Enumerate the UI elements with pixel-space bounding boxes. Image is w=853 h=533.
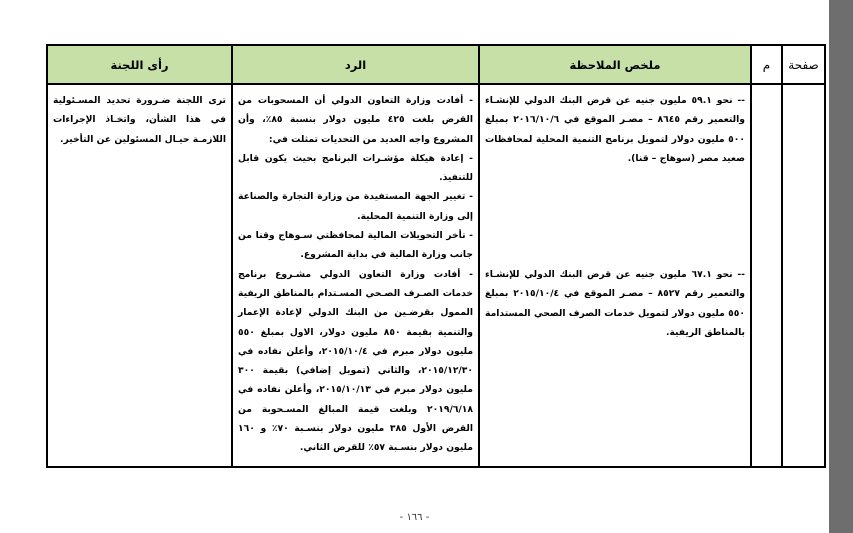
header-row: [47, 45, 825, 84]
header-response: الرد: [232, 45, 479, 84]
response-item-5: - أفادت وزارة التعاون الدولي مشـروع برنامج خدمات الصـرف الصـحي المسـتدام بالمناطق الريفية الممول بقرضـين من البنك الدولي لإعادة الإعمار والتنمية بقيمة ٨٥٠ مليون دولار، الاول بمبلغ ٥٥٠ مليون دولار مبرم في ٢٠١٥/١٠/٤، وأعلن نفاده في ٢٠١٥/١٢/٣٠، والثاني (تمويل إضافي) بقيمة ٣٠٠ مليون دولار مبرم في ٢٠١٥/١٠/١٣، وأعلن نفاده في ٢٠١٩/٦/١٨ وبلغت قيمة المبالغ المسـحوبة من القرض الأول ٣٨٥ مليون دولار بنسـبة ٧٠٪ و ١٦٠ مليون دولار بنسـبة ٥٧٪ للقرض الثاني.: [238, 268, 474, 454]
response-cell: [232, 84, 479, 467]
response-item-3: - تغيير الجهة المستفيدة من وزارة التجارة والصناعة إلى وزارة التنمية المحلية.: [238, 191, 473, 222]
header-opinion: رأى اللجنة: [47, 45, 232, 84]
response-item-4: - تأخر التحويلات المالية لمحافظتي سـوهاج وقنا من جانب وزارة المالية في بداية المشروع.: [238, 230, 473, 261]
summary-item-2: -- نحو ٦٧.١ مليون جنيه عن قرض البنك الدولي للإنشـاء والتعمير رقم ٨٥٢٧ – مصـر الموقع في ٢٠١٥/١٠/٤ بمبلغ ٥٥٠ مليون دولار لتمويل خدمات الصرف الصحي المستدامة بالمناطق الريفية.: [485, 269, 745, 339]
page-number: - ١٦٦ -: [399, 512, 430, 523]
viewer-scrollbar-edge: [829, 0, 853, 533]
summary-item-1: -- نحو ٥٩.١ مليون جنيه عن قرض البنك الدولي للإنشـاء والتعمير رقم ٨٦٤٥ – مصـر الموقع في ٢٠١٦/١٠/٦ بمبلغ ٥٠٠ مليون دولار لتمويل برنامج التنمية المحلية لمحافظات صعيد مصر (سوهاج – قنا).: [485, 95, 745, 164]
page-cell: [782, 84, 825, 467]
header-page: صفحة: [782, 45, 825, 84]
header-number: م: [751, 45, 782, 84]
table-row: [47, 84, 825, 467]
header-summary: ملخص الملاحظة: [479, 45, 751, 84]
response-item-1: - أفادت وزارة التعاون الدولي أن المسحوبات من القرض بلغت ٤٢٥ مليون دولار بنسبة ٨٥٪، وأن المشروع واجه العديد من التحديات تمثلت في:: [238, 95, 474, 145]
opinion-text: ترى اللجنة ضـرورة تحديد المسـئولية في هذا الشأن، واتخـاذ الإجراءات اللازمـة حيـال المسئولين عن التأخير.: [53, 95, 226, 145]
response-item-2: - إعادة هيكلة مؤشـرات البرنامج بحيث يكون قابل للتنفيذ.: [238, 152, 473, 184]
number-cell: [751, 84, 782, 467]
observations-table: [46, 44, 826, 468]
summary-cell: [479, 84, 751, 467]
opinion-cell: [47, 84, 232, 467]
